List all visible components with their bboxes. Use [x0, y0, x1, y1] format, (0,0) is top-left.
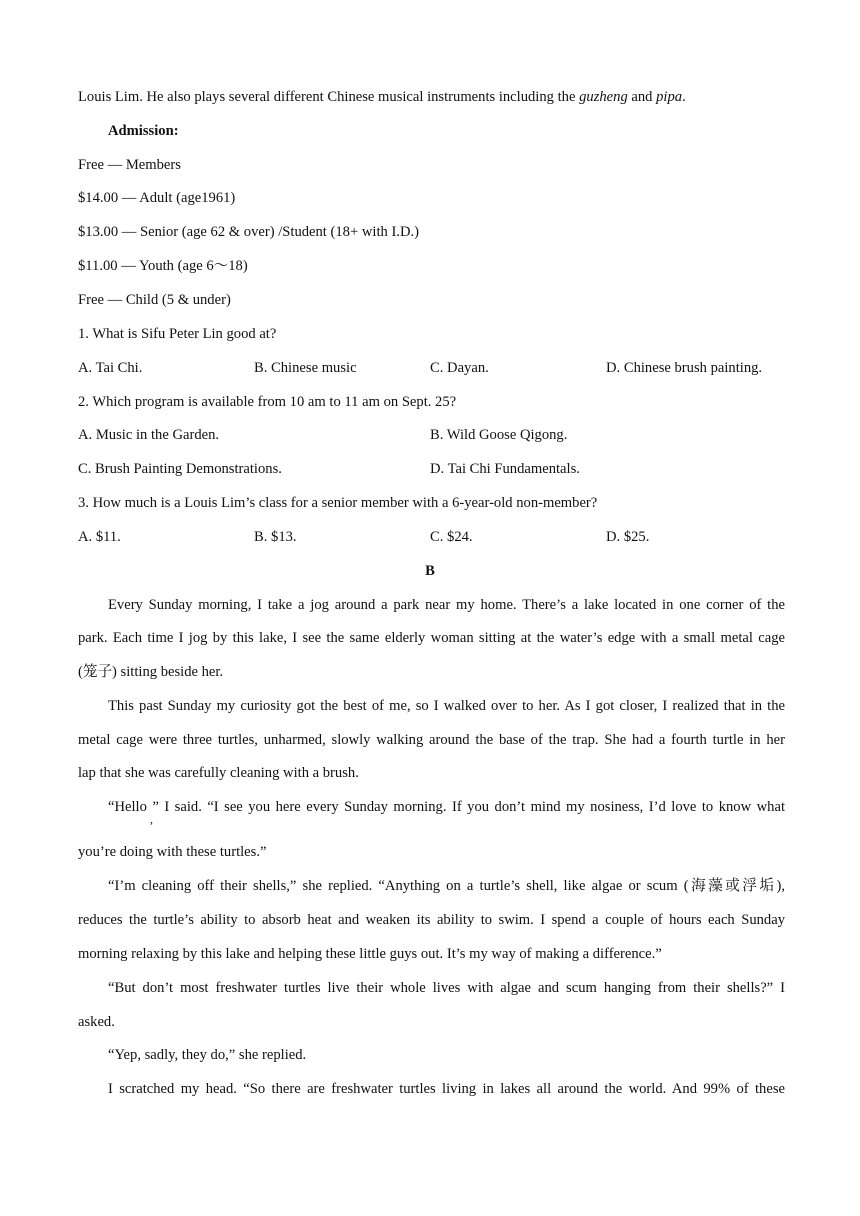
q1-option-b: B. Chinese music — [254, 360, 357, 376]
intro-text-end: . — [682, 89, 686, 105]
q2-option-c: C. Brush Painting Demonstrations. — [78, 461, 282, 477]
admission-row: $14.00 — Adult (age1961) — [78, 190, 236, 206]
stray-comma: , — [150, 812, 153, 826]
intro-text-mid: and — [627, 89, 657, 105]
q2-option-d: D. Tai Chi Fundamentals. — [430, 461, 580, 477]
passage-line: reduces the turtle’s ability to absorb heat and weaken its ability to swim. I spend a couple of hours each Sunday — [78, 912, 785, 928]
q2-option-a: A. Music in the Garden. — [78, 427, 220, 443]
passage-line: Every Sunday morning, I take a jog around a park near my home. There’s a lake located in one corner of the — [108, 597, 785, 613]
admission-row: $11.00 — Youth (age 6～18) — [78, 258, 248, 274]
intro-italic-guzheng: guzheng — [579, 89, 628, 105]
passage-line: I scratched my head. “So there are freshwater turtles living in lakes all around the world. And 99% of these — [108, 1081, 785, 1097]
passage-line: asked. — [78, 1014, 115, 1030]
passage-line: “Yep, sadly, they do,” she replied. — [108, 1047, 307, 1063]
passage-line: “I’m cleaning off their shells,” she replied. “Anything on a turtle’s shell, like algae or scum (海藻或浮垢), — [108, 878, 785, 894]
passage-line: This past Sunday my curiosity got the best of me, so I walked over to her. As I got closer, I realized that in the — [108, 698, 785, 714]
passage-line: park. Each time I jog by this lake, I see the same elderly woman sitting at the water’s edge with a small metal cage — [78, 630, 785, 646]
passage-line: morning relaxing by this lake and helping these little guys out. It’s my way of making a difference.” — [78, 946, 662, 962]
q3-option-c: C. $24. — [430, 529, 473, 545]
question-2: 2. Which program is available from 10 am to 11 am on Sept. 25? — [78, 394, 457, 410]
admission-row: $13.00 — Senior (age 62 & over) /Student (18+ with I.D.) — [78, 224, 419, 240]
passage-line: metal cage were three turtles, unharmed, slowly walking around the base of the trap. She had a fourth turtle in her — [78, 732, 785, 748]
q1-option-a: A. Tai Chi. — [78, 360, 143, 376]
question-1: 1. What is Sifu Peter Lin good at? — [78, 326, 277, 342]
intro-text: Louis Lim. He also plays several different Chinese musical instruments including the — [78, 89, 580, 105]
admission-row: Free — Child (5 & under) — [78, 292, 231, 308]
admission-row: Free — Members — [78, 157, 181, 173]
q1-option-d: D. Chinese brush painting. — [606, 360, 763, 376]
passage-line: “But don’t most freshwater turtles live their whole lives with algae and scum hanging from their shells?” I — [108, 980, 785, 996]
passage-line: “Hello ” I said. “I see you here every Sunday morning. If you don’t mind my nosiness, I’d love to know what — [108, 799, 785, 815]
passage-line: lap that she was carefully cleaning with a brush. — [78, 765, 359, 781]
section-b-heading: B — [425, 563, 435, 579]
question-3: 3. How much is a Louis Lim’s class for a senior member with a 6-year-old non-member? — [78, 495, 598, 511]
passage-line: (笼子) sitting beside her. — [78, 664, 224, 680]
q3-option-b: B. $13. — [254, 529, 297, 545]
q3-option-a: A. $11. — [78, 529, 121, 545]
q1-option-c: C. Dayan. — [430, 360, 489, 376]
q3-option-d: D. $25. — [606, 529, 650, 545]
intro-line — [78, 87, 686, 107]
q2-option-b: B. Wild Goose Qigong. — [430, 427, 568, 443]
passage-line: you’re doing with these turtles.” — [78, 844, 267, 860]
admission-heading: Admission: — [108, 123, 179, 139]
intro-italic-pipa: pipa — [656, 89, 683, 105]
